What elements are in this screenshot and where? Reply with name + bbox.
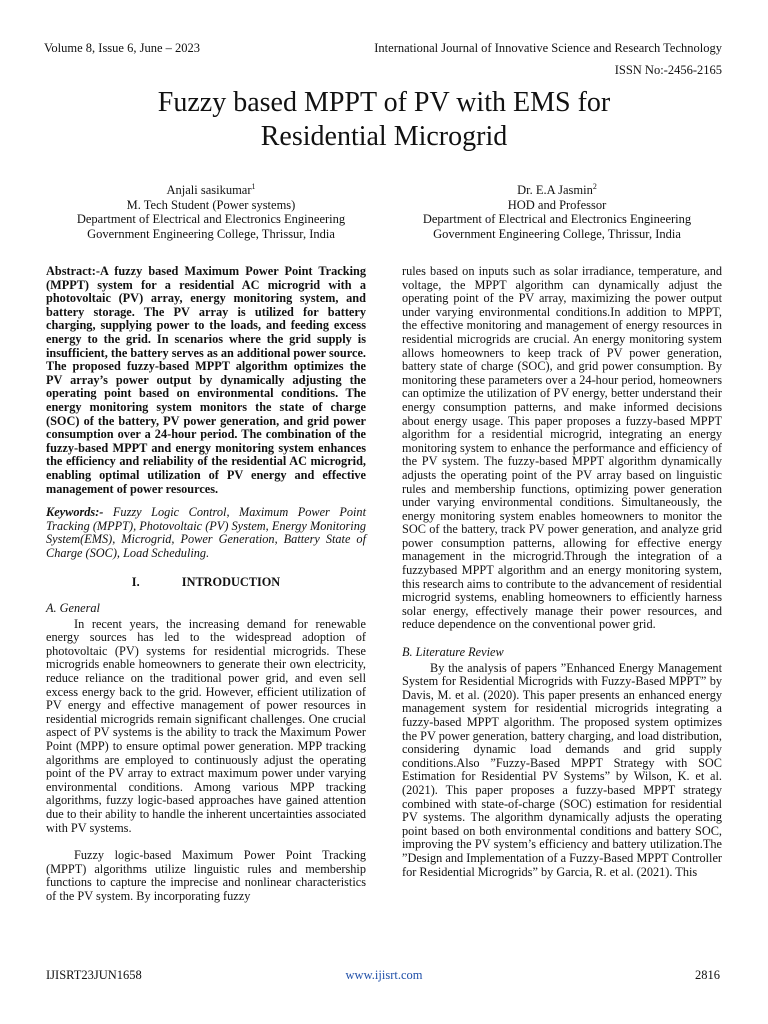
author-role: M. Tech Student (Power systems) <box>126 197 296 212</box>
title-line-2: Residential Microgrid <box>260 121 508 152</box>
author-department: Department of Electrical and Electronics Engineering <box>422 212 692 227</box>
author-superscript: 1 <box>251 182 256 191</box>
right-column <box>402 265 722 879</box>
author-role: HOD and Professor <box>507 197 607 212</box>
author-college: Government Engineering College, Thrissur, India <box>433 226 681 241</box>
author-block-1 <box>46 180 376 241</box>
section-heading <box>46 576 366 590</box>
section-title: INTRODUCTION <box>181 575 281 590</box>
author-block-2 <box>392 180 722 241</box>
journal-name: International Journal of Innovative Science and Research Technology <box>374 41 722 55</box>
paragraph: In recent years, the increasing demand for renewable energy sources has led to the widespread adoption of photovoltaic (PV) systems for residential microgrids. These microgrids enable homeowners to generate their own electricity, reduce reliance on the traditional power grid, and even sell excess energy back to the grid. However, efficient utilization of PV energy and effective management of power resources in residential microgrids remain significant challenges. One crucial aspect of PV systems is the ability to track the Maximum Power Point (MPP) to ensure optimal power generation. MPP tracking algorithms are employed to continuously adjust the operating point of the PV array to extract maximum power under varying environmental conditions. Among various MPP tracking algorithms, fuzzy logic-based approaches have gained attention due to their ability to handle the inherent uncertainties associated with PV systems. <box>46 616 366 835</box>
section-number: I. <box>131 575 140 590</box>
paragraph: By the analysis of papers ”Enhanced Energy Management System for Residential Microgrids with Fuzzy-Based MPPT” by Davis, M. et al. (2020). This paper presents an enhanced energy management system for residential microgrids integrating a fuzzy-based MPPT algorithm. The proposed system optimizes the PV power generation, battery charging, and load distribution, considering dynamic load demands and grid supply conditions.Also ”Fuzzy-Based MPPT Strategy with SOC Estimation for Residential PV Systems” by Wilson, K. et al. (2021). This paper proposes a fuzzy-based MPPT strategy combined with state-of-charge (SOC) estimation for residential PV systems. The algorithm dynamically adjusts the operating point based on both environmental conditions and battery SOC, improving the PV system’s efficiency and battery utilization.The ”Design and Implementation of a Fuzzy-Based MPPT Controller for Residential Microgrids” by Garcia, R. et al. (2021). This <box>402 660 722 879</box>
author-name: Dr. E.A Jasmin <box>517 183 593 198</box>
author-name: Anjali sasikumar <box>166 183 252 198</box>
paper-title <box>0 86 768 154</box>
author-college: Government Engineering College, Thrissur, India <box>87 226 335 241</box>
subsection-heading: A. General <box>46 601 100 616</box>
keywords <box>46 506 366 560</box>
left-column <box>46 265 366 904</box>
author-superscript: 2 <box>592 182 597 191</box>
keywords-label: Keywords:- <box>46 505 104 520</box>
abstract: Abstract:-A fuzzy based Maximum Power Point Tracking (MPPT) system for a residential AC microgrid with a photovoltaic (PV) array, energy monitoring system, and battery storage. The PV array is utilized for battery charging, supplying power to the loads, and feeding excess energy to the grid. In scenarios where the grid supply is insufficient, the battery serves as an additional power source. The proposed fuzzy-based MPPT algorithm optimizes the PV array’s power output by dynamically adjusting the operating point based on environmental conditions. The energy monitoring system monitors the state of charge (SOC) of the battery, PV power generation, and grid power consumption over a 24-hour period. The combination of the fuzzy-based MPPT and energy monitoring system enhances the efficiency and reliability of the residential AC microgrid, enabling optimal utilization of PV energy and effective management of power resources. <box>46 264 366 496</box>
volume-issue: Volume 8, Issue 6, June – 2023 <box>44 41 201 55</box>
paragraph: Fuzzy logic-based Maximum Power Point Tracking (MPPT) algorithms utilize linguistic rules and membership functions to capture the imprecise and nonlinear characteristics of the PV system. By incorporating fuzzy <box>46 848 366 903</box>
paper-id: IJISRT23JUN1658 <box>46 968 142 982</box>
issn: ISSN No:-2456-2165 <box>614 63 722 77</box>
website-link[interactable]: www.ijisrt.com <box>345 968 423 982</box>
author-department: Department of Electrical and Electronics Engineering <box>76 212 346 227</box>
title-line-1: Fuzzy based MPPT of PV with EMS for <box>157 87 611 118</box>
page-number: 2816 <box>695 968 720 982</box>
keywords-text: Fuzzy Logic Control, Maximum Power Point Tracking (MPPT), Photovoltaic (PV) System, Energy Monitoring System(EMS), Microgrid, Power Generation, Battery State of Charge (SOC), Load Scheduling. <box>46 505 366 560</box>
subsection-heading: B. Literature Review <box>402 645 504 660</box>
paragraph: rules based on inputs such as solar irradiance, temperature, and voltage, the MPPT algorithm can dynamically adjust the operating point of the PV array, maximizing the power output under varying environmental conditions.In addition to MPPT, the effective monitoring and management of energy resources in residential microgrids are crucial. An energy monitoring system allows homeowners to keep track of PV power generation, battery state of charge (SOC), and grid power consumption. By monitoring these parameters over a 24-hour period, homeowners can optimize the utilization of PV energy, better understand their energy consumption patterns, and make informed decisions about energy usage. This paper proposes a fuzzy-based MPPT algorithm for a residential microgrid, integrating an energy monitoring system to enhance the performance and efficiency of the PV system. The fuzzy-based MPPT algorithm dynamically adjusts the operating point of the PV array based on linguistic rules and membership functions, optimizing power generation under varying environmental conditions. Simultaneously, the energy monitoring system enables homeowners to monitor the SOC of the battery, track PV power generation, and analyze grid power consumption patterns, allowing for effective energy management in the microgrid.Through the integration of a fuzzybased MPPT algorithm and an energy monitoring system, this research aims to contribute to the advancement of residential microgrid systems, enabling homeowners to efficiently harness solar energy, effectively manage their power resources, and reduce dependence on the conventional power grid. <box>402 264 722 632</box>
